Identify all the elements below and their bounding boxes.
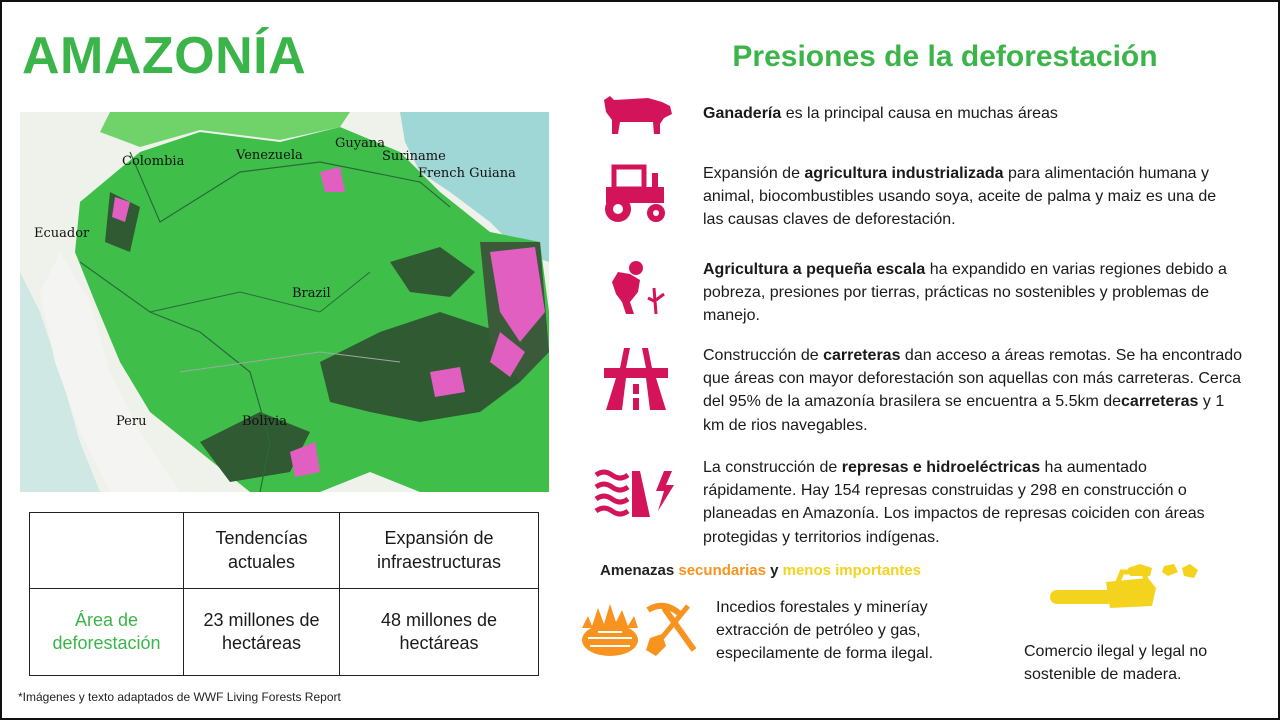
secondary-threats-heading: Amenazas secundarias y menos importantes [600,562,921,579]
pressure-dams: La construcción de represas e hidroeléctricas ha aumentado rápidamente. Hay 154 represas construidas y 298 en construcción o planeadas en Amazonía. Los impactos de represas coiciden con áreas protegidas y territorios indígenas. [703,459,1205,546]
pressure-cattle: Ganadería es la principal causa en muchas áreas [703,105,1058,122]
map-label-bolivia: Bolivia [242,414,287,429]
page-title: AMAZONÍA [22,27,307,85]
table-row-label: Área de deforestación [30,589,184,676]
tractor-icon [600,163,672,225]
map-label-colombia: Colombia [122,154,185,169]
footnote: *Imágenes y texto adaptados de WWF Living Forests Report [18,690,341,704]
table-cell-infra: 48 millones de hectáreas [340,589,539,676]
section-title: Presiones de la deforestación [732,40,1158,73]
secondary-timber-text: Comercio ilegal y legal no sostenible de madera. [1024,643,1208,684]
amazon-map [20,112,549,492]
map-label-peru: Peru [116,414,147,429]
table-cell-current: 23 millones de hectáreas [184,589,340,676]
farmer-icon [608,258,668,316]
map-label-guyana: Guyana [335,136,385,151]
map-label-suriname: Suriname [382,149,446,164]
fire-icon [578,598,642,658]
deforestation-table [29,512,539,676]
map-label-brazil: Brazil [292,286,331,301]
table-header-current: Tendencías actuales [184,513,340,589]
mining-icon [644,600,700,658]
pressure-roads: Construcción de carreteras dan acceso a áreas remotas. Se ha encontrado que áreas con mayor deforestación son aquellas con más carreteras. Cerca del 95% de la amazonía brasilera se encuentra a 5.5km decarreteras y 1 km de rios navegables. [703,347,1243,434]
pressure-small-scale-agriculture: Agricultura a pequeña escala ha expandido en varias regiones debido a pobreza, presiones por tierras, prácticas no sostenibles y problemas de manejo. [703,261,1227,325]
pressure-industrial-agriculture: Expansión de agricultura industrializada para alimentación humana y animal, biocombustibles usando soya, aceite de palma y maiz es una de las causas claves de deforestación. [703,165,1217,229]
dam-icon [594,467,678,519]
map-label-french-guiana: French Guiana [418,166,516,181]
table-header-infra: Expansión de infraestructuras [340,513,539,589]
map-label-venezuela: Venezuela [236,148,303,163]
chainsaw-icon [1044,562,1200,614]
table-empty-cell [30,513,184,589]
road-icon [602,348,670,410]
cow-icon [598,90,676,136]
map-label-ecuador: Ecuador [34,226,90,241]
secondary-fire-mining-text: Incedios forestales y mineríay extracción de petróleo y gas, especilamente de forma ilegal. [716,599,934,663]
